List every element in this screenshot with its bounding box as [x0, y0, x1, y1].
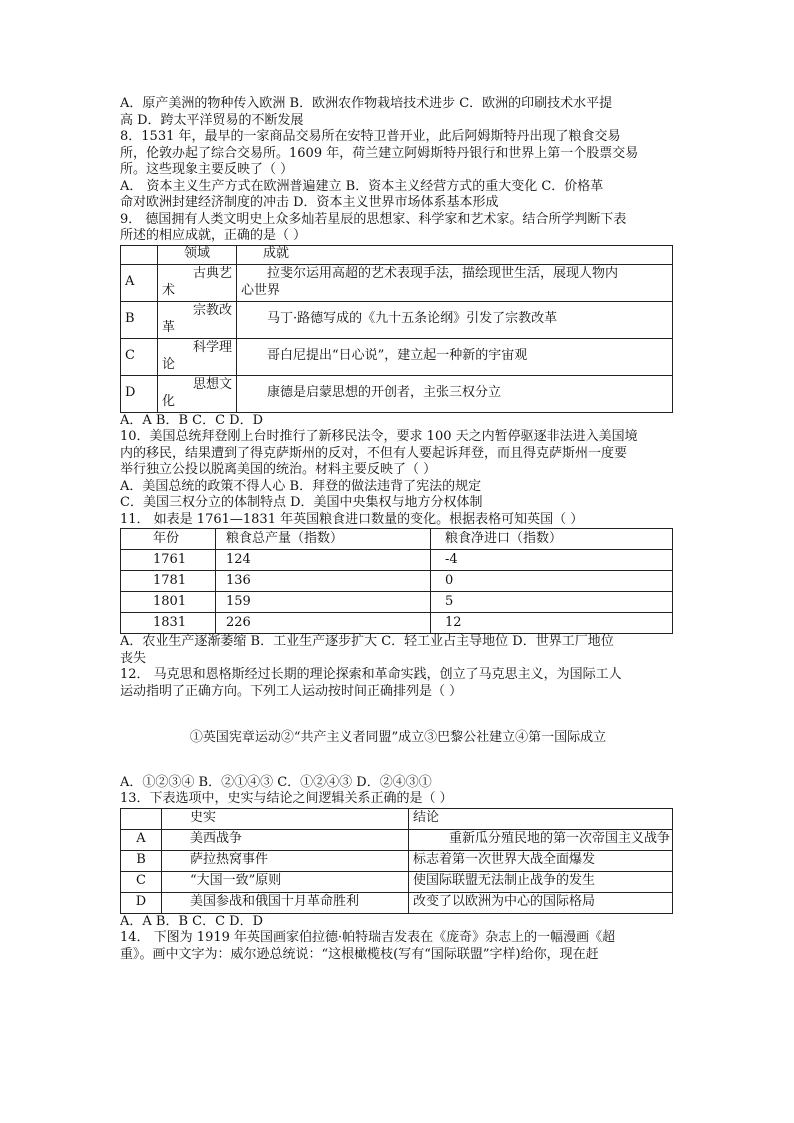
cell-year: 1801	[121, 592, 216, 613]
cell-fact: 美西战争	[162, 829, 409, 850]
q12-stem-line1: 12． 马克思和恩格斯经过长期的理论探索和革命实践，创立了马克思主义，为国际工人	[120, 667, 622, 682]
q14-stem-line2: 重》。画中文字为：威尔逊总统说：“这根橄榄枝(写有“国际联盟”字样)给你，现在赶	[120, 946, 599, 962]
cell-conclusion: 标志着第一次世界大战全面爆发	[409, 850, 673, 871]
q12-stem-line2: 运动指明了正确方向。下列工人运动按时间正确排列是（ ）	[120, 683, 463, 699]
cell-output: 159	[216, 592, 431, 613]
row-key: C	[121, 338, 158, 375]
q10-stem-line3: 举行独立公投以脱离美国的统治。材料主要反映了（ ）	[120, 462, 437, 477]
cell-conclusion: 使国际联盟无法制止战争的发生	[409, 871, 673, 892]
q8-stem-line3: 所。这些现象主要反映了（ ）	[120, 162, 294, 177]
cell-fact: 萨拉热窝事件	[162, 850, 409, 871]
q9-stem-line1: 9． 德国拥有人类文明史上众多灿若星辰的思想家、科学家和艺术家。结合所学判断下表	[120, 211, 627, 227]
row-key: B	[121, 850, 162, 871]
cell-import: 0	[431, 571, 673, 592]
exam-page	[120, 96, 676, 963]
q13-stem: 13．下表选项中，史实与结论之间逻辑关系正确的是（ ）	[120, 791, 453, 806]
cell-conclusion: 改变了以欧洲为中心的国际格局	[409, 892, 673, 913]
cell-year: 1781	[121, 571, 216, 592]
header-fact: 史实	[162, 808, 409, 829]
field-line1: 思想文	[192, 377, 232, 392]
q11-options-line1: A．农业生产逐渐萎缩 B．工业生产逐步扩大 C．轻工业占主导地位 D．世界工厂地位	[120, 634, 614, 649]
q13-options: A．A B．B C．C D．D	[120, 913, 264, 929]
cell-fact: “大国一致”原则	[162, 871, 409, 892]
q9-stem-line2: 所述的相应成就，正确的是（ ）	[120, 228, 307, 243]
achievement: 康德是启蒙思想的开创者，主张三权分立	[237, 375, 673, 412]
q12-options: A．①②③④ B．②①④③ C．①②④③ D．②④③①	[120, 774, 432, 790]
row-key: A	[121, 829, 162, 850]
field-line2: 化	[162, 393, 176, 409]
header-achievement: 成就	[237, 245, 673, 264]
table-row	[121, 829, 673, 850]
row-key: A	[121, 264, 158, 301]
q10-options-line1: A．美国总统的政策不得人心 B．拜登的做法违背了宪法的规定	[120, 478, 482, 494]
q8-stem-line1: 8．1531 年，最早的一家商品交易所在安特卫普开业，此后阿姆斯特丹出现了粮食交易	[120, 129, 621, 144]
q7-options-line2: 高 D．跨太平洋贸易的不断发展	[120, 112, 304, 128]
q10-stem-line2: 内的移民，结果遭到了得克萨斯州的反对，不但有人要起诉拜登，而且得克萨斯州一度要	[120, 445, 628, 461]
q9-table	[120, 245, 673, 413]
field-line2: 革	[162, 319, 176, 335]
q12-items: ①英国宪章运动②“共产主义者同盟”成立③巴黎公社建立④第一国际成立	[189, 730, 607, 745]
q10-stem-line1: 10．美国总统拜登刚上台时推行了新移民法令，要求 100 天之内暂停驱逐非法进入美国境	[120, 429, 638, 444]
table-header-row	[121, 808, 673, 829]
table-row	[121, 550, 673, 571]
table-row	[121, 871, 673, 892]
table-row	[121, 850, 673, 871]
field-line2: 论	[162, 356, 176, 372]
cell-year: 1831	[121, 613, 216, 634]
table-row	[121, 264, 673, 301]
header-import: 粮食净进口（指数）	[431, 529, 673, 550]
achievement-line1: 拉斐尔运用高超的艺术表现手法，描绘现世生活，展现人物内	[267, 266, 619, 281]
row-key: D	[121, 892, 162, 913]
cell-output: 226	[216, 613, 431, 634]
table-row	[121, 892, 673, 913]
q11-table	[120, 528, 673, 634]
cell-import: 12	[431, 613, 673, 634]
row-key: D	[121, 375, 158, 412]
cell-conclusion: 重新瓜分殖民地的第一次帝国主义战争	[409, 829, 673, 850]
table-header-row	[121, 245, 673, 264]
q14-stem-line1: 14． 下图为 1919 年英国画家伯拉德·帕特瑞吉发表在《庞奇》杂志上的一幅漫画《超	[120, 930, 616, 945]
q8-options-line2: 命对欧洲封建经济制度的冲击 D．资本主义世界市场体系基本形成	[120, 195, 499, 210]
row-key: B	[121, 301, 158, 338]
field-line1: 古典艺	[192, 266, 232, 281]
header-conclusion: 结论	[409, 808, 673, 829]
cell-fact: 美国参战和俄国十月革命胜利	[162, 892, 409, 913]
field-line2: 术	[162, 282, 176, 298]
table-row	[121, 613, 673, 634]
q8-stem-line2: 所，伦敦办起了综合交易所。1609 年，荷兰建立阿姆斯特丹银行和世界上第一个股票交易	[120, 145, 639, 161]
cell-year: 1761	[121, 550, 216, 571]
q9-options: A．A B．B C．C D．D	[120, 412, 264, 428]
header-output: 粮食总产量（指数）	[216, 529, 431, 550]
achievement-line2: 心世界	[241, 282, 281, 298]
cell-import: 5	[431, 592, 673, 613]
q7-options-line1: A．原产美洲的物种传入欧洲 B．欧洲农作物栽培技术进步 C．欧洲的印刷技术水平提	[120, 96, 613, 111]
table-row	[121, 375, 673, 412]
row-key: C	[121, 871, 162, 892]
table-header-row	[121, 529, 673, 550]
field-line1: 科学理	[192, 340, 232, 355]
achievement: 哥白尼提出“日心说”，建立起一种新的宇宙观	[237, 338, 673, 375]
q11-stem: 11． 如表是 1761—1831 年英国粮食进口数量的变化。根据表格可知英国（ ）	[120, 511, 584, 527]
achievement: 马丁·路德写成的《九十五条论纲》引发了宗教改革	[237, 301, 673, 338]
cell-output: 124	[216, 550, 431, 571]
q13-table	[120, 808, 673, 914]
table-row	[121, 571, 673, 592]
cell-output: 136	[216, 571, 431, 592]
q10-options-line2: C．美国三权分立的体制特点 D．美国中央集权与地方分权体制	[120, 495, 483, 510]
field-line1: 宗教改	[192, 303, 232, 318]
table-row	[121, 592, 673, 613]
header-key	[121, 808, 162, 829]
table-row	[121, 301, 673, 338]
table-row	[121, 338, 673, 375]
q8-options-line1: A． 资本主义生产方式在欧洲普遍建立 B．资本主义经营方式的重大变化 C．价格革	[120, 178, 604, 194]
cell-import: -4	[431, 550, 673, 571]
q11-options-line2: 丧失	[120, 650, 147, 666]
header-field: 领域	[158, 245, 237, 264]
header-year: 年份	[121, 529, 216, 550]
